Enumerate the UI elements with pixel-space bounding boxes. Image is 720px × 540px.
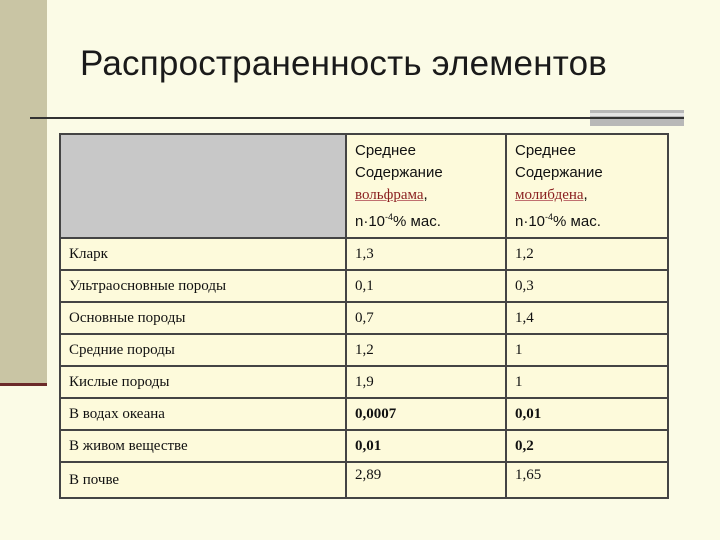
table-header-row xyxy=(60,134,668,238)
row-label: Основные породы xyxy=(60,302,346,334)
molybdenum-value: 0,01 xyxy=(506,398,668,430)
title-rule-accent-highlight xyxy=(590,113,684,116)
header-element-name: молибдена xyxy=(515,187,584,203)
row-label: Ультраосновные породы xyxy=(60,270,346,302)
molybdenum-value: 1,65 xyxy=(506,462,668,498)
table-row xyxy=(60,302,668,334)
title-rule xyxy=(30,117,684,119)
tungsten-value: 2,89 xyxy=(346,462,506,498)
tungsten-value: 0,01 xyxy=(346,430,506,462)
table-row xyxy=(60,238,668,270)
header-tungsten: Среднее Содержание вольфрама, $n\cdot 10^{-4}\%$ мас. xyxy=(346,134,506,238)
molybdenum-value: 1,2 xyxy=(506,238,668,270)
header-line2: Содержание xyxy=(515,164,603,181)
tungsten-value: 1,3 xyxy=(346,238,506,270)
table-row xyxy=(60,366,668,398)
elements-table xyxy=(59,133,669,499)
molybdenum-value: 1 xyxy=(506,366,668,398)
row-label: В почве xyxy=(60,462,346,498)
header-element-name: вольфрама xyxy=(355,187,424,203)
tungsten-value: 0,1 xyxy=(346,270,506,302)
header-line1: Среднее xyxy=(515,142,576,159)
row-label: В живом веществе xyxy=(60,430,346,462)
tungsten-value: 1,2 xyxy=(346,334,506,366)
tungsten-value: 0,7 xyxy=(346,302,506,334)
row-label: Средние породы xyxy=(60,334,346,366)
table-row xyxy=(60,398,668,430)
table-row xyxy=(60,430,668,462)
molybdenum-value: 0,3 xyxy=(506,270,668,302)
molybdenum-value: 0,2 xyxy=(506,430,668,462)
molybdenum-value: 1 xyxy=(506,334,668,366)
table-row xyxy=(60,334,668,366)
header-unit: $n\cdot 10^{-4}\%$ мас. xyxy=(515,212,601,230)
table-row xyxy=(60,270,668,302)
row-label: Кислые породы xyxy=(60,366,346,398)
molybdenum-value: 1,4 xyxy=(506,302,668,334)
header-unit: $n\cdot 10^{-4}\%$ мас. xyxy=(355,212,441,230)
left-accent-bar xyxy=(0,0,47,385)
tungsten-value: 1,9 xyxy=(346,366,506,398)
row-label: Кларк xyxy=(60,238,346,270)
header-empty-cell xyxy=(60,134,346,238)
table-row xyxy=(60,462,668,498)
row-label: В водах океана xyxy=(60,398,346,430)
header-molybdenum: Среднее Содержание молибдена, $n\cdot 10^{-4}\%$ мас. xyxy=(506,134,668,238)
left-accent-line xyxy=(0,383,47,386)
tungsten-value: 0,0007 xyxy=(346,398,506,430)
header-line2: Содержание xyxy=(355,164,443,181)
slide-title: Распространенность элементов xyxy=(80,44,608,83)
header-line1: Среднее xyxy=(355,142,416,159)
